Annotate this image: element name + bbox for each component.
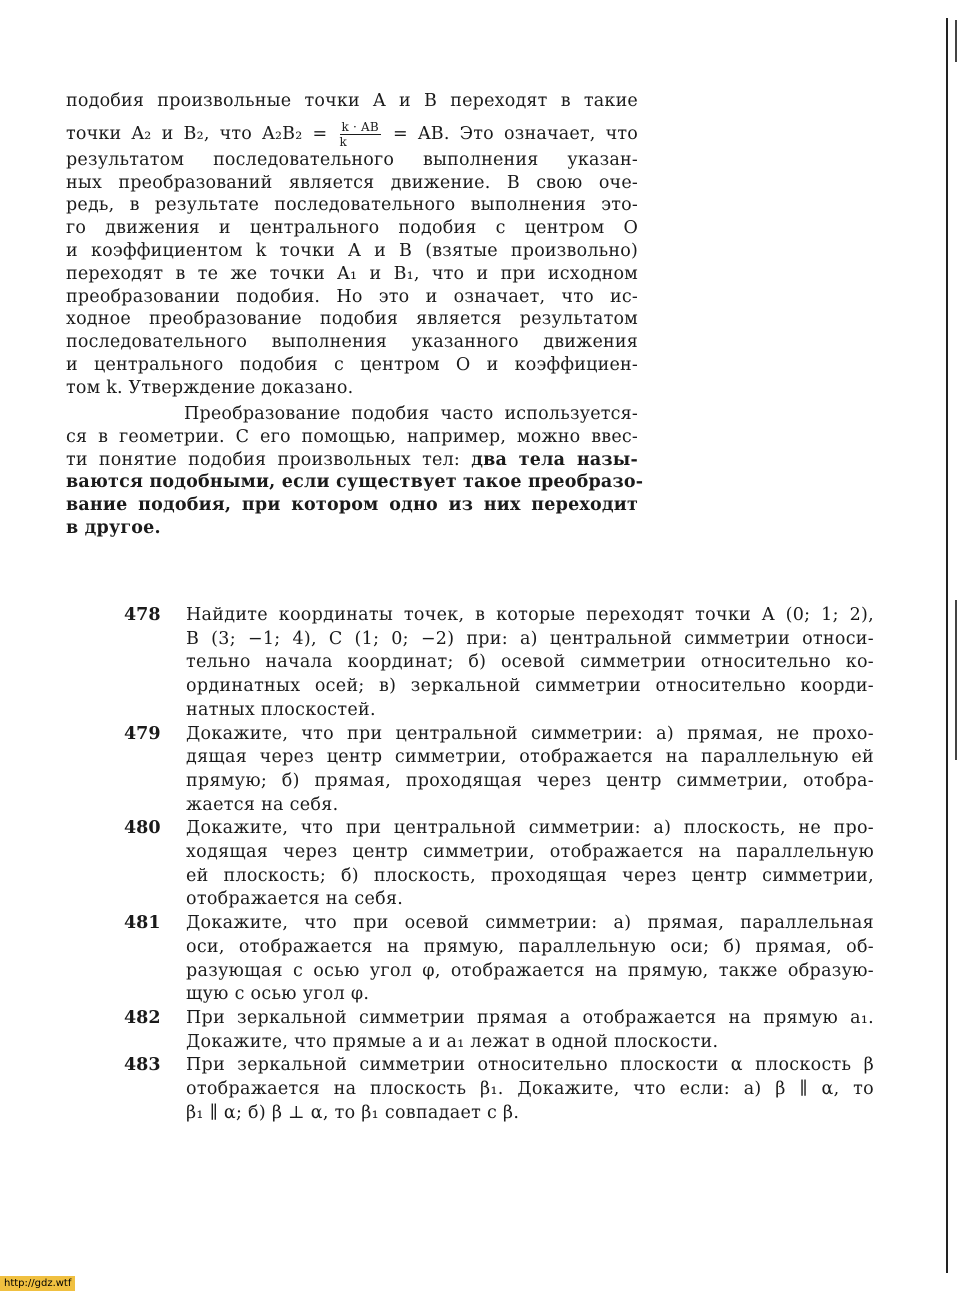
text-line: Преобразование подобия часто используется- xyxy=(184,404,638,424)
exercise-number: 478 xyxy=(124,605,161,625)
text-line: том k. Утверждение доказано. xyxy=(66,377,354,398)
exercise-number: 481 xyxy=(124,913,161,934)
text-line: ей плоскость; б) плоскость, проходящая через центр симметрии, xyxy=(186,865,874,886)
formula-after: = AB. Это означает, что xyxy=(393,123,639,144)
text-line: ся в геометрии. С его помощью, например, можно ввес- xyxy=(66,426,638,447)
text-line: отображается на себя. xyxy=(186,889,404,910)
exercise-479 xyxy=(124,723,874,818)
exercise-text xyxy=(186,723,874,818)
fraction xyxy=(340,120,381,149)
text-line: Докажите, что при осевой симметрии: а) прямая, параллельная xyxy=(186,913,874,934)
text-line: результатом последовательного выполнения указан- xyxy=(66,149,638,170)
text-line: β₁ ∥ α; б) β ⊥ α, то β₁ совпадает с β. xyxy=(186,1102,520,1123)
text-line: Докажите, что при центральной симметрии: а) прямая, не прохо- xyxy=(186,723,874,744)
text-line: Найдите координаты точек, в которые переходят точки A (0; 1; 2), xyxy=(186,605,874,625)
text-line: подобия произвольные точки A и B переходят в такие xyxy=(66,91,638,111)
scan-edge-mark xyxy=(955,600,957,760)
text-line: отображается на плоскость β₁. Докажите, что если: а) β ∥ α, то xyxy=(186,1079,874,1100)
definition-bold-line: ваются подобными, если существует такое преобразо- xyxy=(66,472,644,493)
scan-edge-mark xyxy=(955,20,957,62)
proof-paragraph xyxy=(66,90,638,400)
text-line: ординатных осей; в) зеркальной симметрии относительно коорди- xyxy=(186,676,874,697)
text-line: переходят в те же точки A₁ и B₁, что и при исходном xyxy=(66,263,638,284)
text-line: прямую; б) прямая, проходящая через центр симметрии, отобра- xyxy=(186,770,874,791)
exercise-number: 480 xyxy=(124,818,161,839)
exercise-480 xyxy=(124,817,874,912)
text-line: натных плоскостей. xyxy=(186,699,376,720)
definition-bold-line: в другое. xyxy=(66,517,161,538)
text-line: При зеркальной симметрии относительно плоскости α плоскость β xyxy=(186,1055,874,1076)
exercise-text xyxy=(186,1054,874,1125)
fraction-numerator: k · AB xyxy=(341,119,379,134)
text-line: Докажите, что при центральной симметрии: а) плоскость, не про- xyxy=(186,818,874,839)
text-line: При зеркальной симметрии прямая a отображается на прямую a₁. xyxy=(186,1007,874,1028)
exercise-483 xyxy=(124,1054,874,1125)
exercise-text xyxy=(186,817,874,912)
text-line: ходящая через центр симметрии, отображается на параллельную xyxy=(186,842,874,863)
similar-bodies-paragraph xyxy=(66,403,644,540)
fraction-denominator: k xyxy=(339,134,347,149)
formula-line xyxy=(66,113,638,149)
definition-bold-line: вание подобия, при котором одно из них переходит xyxy=(66,495,638,516)
text-line: ных преобразований является движение. В свою оче- xyxy=(66,172,638,193)
text-line: преобразовании подобия. Но это и означает, что ис- xyxy=(66,286,638,307)
exercise-number: 482 xyxy=(124,1007,161,1028)
text-line: щую с осью угол φ. xyxy=(186,984,370,1005)
definition-bold: два тела назы- xyxy=(471,449,638,470)
exercise-481 xyxy=(124,912,874,1007)
text-line: го движения и центрального подобия с центром O xyxy=(66,218,638,239)
text-line: последовательного выполнения указанного движения xyxy=(66,332,638,353)
text-line: ходное преобразование подобия является результатом xyxy=(66,309,638,330)
text-line xyxy=(66,449,638,472)
watermark-link[interactable]: http://gdz.wtf xyxy=(0,1276,75,1291)
text-line: и коэффициентом k точки A и B (взятые произвольно) xyxy=(66,240,638,261)
exercise-text xyxy=(186,912,874,1007)
text-line: и центрального подобия с центром O и коэффициен- xyxy=(66,354,638,375)
text-line: разующая с осью угол φ, отображается на прямую, также образую- xyxy=(186,960,874,981)
exercise-list xyxy=(124,604,874,1125)
page-edge-line xyxy=(946,18,948,1273)
exercise-text xyxy=(186,604,874,723)
text-line: жается на себя. xyxy=(186,794,339,815)
text-line: B (3; −1; 4), C (1; 0; −2) при: а) центральной симметрии относи- xyxy=(186,628,874,649)
exercise-482 xyxy=(124,1007,874,1054)
text-line: дящая через центр симметрии, отображается на параллельную ей xyxy=(186,747,874,768)
exercise-text xyxy=(186,1007,874,1054)
exercise-478 xyxy=(124,604,874,723)
text-line: редь, в результате последовательного выполнения это- xyxy=(66,195,638,216)
text-line: Докажите, что прямые a и a₁ лежат в одной плоскости. xyxy=(186,1031,719,1052)
formula-before: точки A₂ и B₂, что A₂B₂ = xyxy=(66,123,328,144)
text-span: ти понятие подобия произвольных тел: xyxy=(66,449,461,470)
text-line: тельно начала координат; б) осевой симметрии относительно ко- xyxy=(186,652,874,673)
text-line: оси, отображается на прямую, параллельную оси; б) прямая, об- xyxy=(186,936,874,957)
exercise-number: 483 xyxy=(124,1055,161,1076)
exercise-number: 479 xyxy=(124,723,161,744)
